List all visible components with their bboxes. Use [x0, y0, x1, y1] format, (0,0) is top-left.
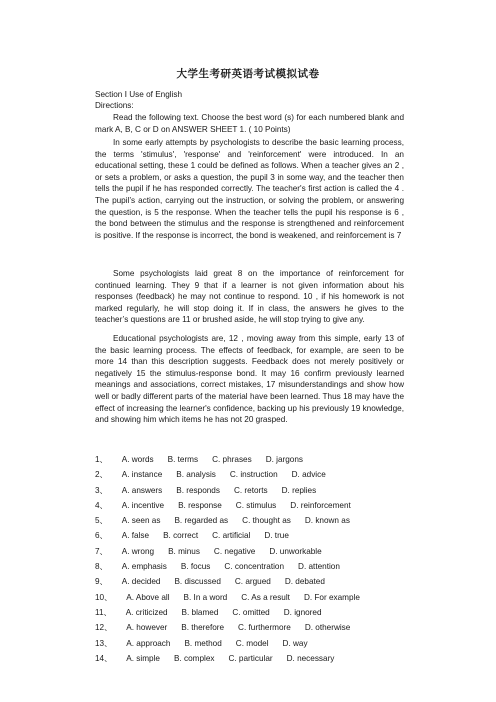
- question-number: 4、: [95, 500, 108, 510]
- option-b: B. analysis: [176, 470, 216, 480]
- option-a: A. false: [121, 531, 150, 541]
- option-row: [95, 651, 415, 666]
- option-c: C. thought as: [242, 516, 291, 526]
- question-number: 11、: [95, 607, 112, 617]
- option-d: D. ignored: [283, 607, 322, 617]
- question-number: 14、: [95, 653, 113, 663]
- option-c: C. instruction: [229, 470, 278, 480]
- option-a: A. incentive: [121, 500, 165, 510]
- option-row: [95, 467, 415, 482]
- option-row: [95, 620, 415, 635]
- question-number: 5、: [95, 516, 108, 526]
- option-a: A. however: [126, 623, 168, 633]
- option-row: [95, 590, 415, 605]
- section-heading: Section Ⅰ Use of English: [95, 90, 183, 99]
- question-number: 7、: [95, 546, 108, 556]
- option-a: A. seen as: [121, 516, 161, 526]
- option-d: D. advice: [291, 470, 326, 480]
- question-number: 13、: [95, 638, 113, 648]
- question-number: 6、: [95, 531, 108, 541]
- option-c: C. omitted: [232, 607, 270, 617]
- option-c: C. particular: [228, 653, 273, 663]
- option-row: [95, 636, 415, 651]
- option-b: B. correct: [163, 531, 199, 541]
- directions-body: Read the following text. Choose the best word (s) for each numbered blank and mark A, B, C or D on ANSWER SHEET 1. ( 10 Points): [95, 113, 404, 134]
- option-b: B. In a word: [183, 592, 228, 602]
- option-a: A. emphasis: [121, 562, 167, 572]
- passage-paragraph-3: [95, 333, 404, 426]
- paragraph-text: Some psychologists laid great 8 on the importance of reinforcement for continued learning. They 9 that if a learner is not given information about his responses (feedback) he may not continue to respond. 10 , if his homework is not marked regularly, he will stop doing it. If in class, the answers he gives to the teacher’s questions are 11 or brushed aside, he will stop trying to give any.: [95, 269, 404, 325]
- option-b: B. complex: [173, 653, 215, 663]
- option-b: B. response: [178, 500, 222, 510]
- option-d: D. attention: [298, 562, 340, 572]
- option-d: D. known as: [304, 516, 350, 526]
- option-b: B. responds: [176, 485, 220, 495]
- option-c: C. retorts: [233, 485, 268, 495]
- option-b: B. minus: [168, 546, 200, 556]
- paragraph-text: Educational psychologists are, 12 , moving away from this simple, early 13 of the basic learning process. The effects of feedback, for example, are seen to be more 14 than this description suggests. Feedback does not merely positively or negatively 15 the stimulus-response bond. It may 16 confirm previously learned meanings and associations, correct mistakes, 17 misunderstandings and show how well or badly different parts of the material have been learned. Thus 18 may have the effect of increasing the learner's confidence, backing up his previously 19 knowledge, and showing him which items he has not 20 grasped.: [95, 334, 404, 425]
- option-d: D. true: [264, 531, 289, 541]
- option-b: B. blamed: [181, 607, 219, 617]
- option-c: C. concentration: [224, 562, 285, 572]
- option-b: B. therefore: [181, 623, 225, 633]
- question-number: 12、: [95, 623, 113, 633]
- directions-label: Directions:: [95, 101, 134, 110]
- option-b: B. regarded as: [174, 516, 229, 526]
- option-c: C. stimulus: [235, 500, 277, 510]
- option-c: C. model: [235, 638, 269, 648]
- option-row: [95, 605, 415, 620]
- paragraph-text: In some early attempts by psychologists to describe the basic learning process, the terms 'stimulus', 'response' and 'reinforcement' were introduced. In an educational setting, these 1 could be defined as follows. When a teacher gives an 2 , or sets a problem, or asks a question, the pupil 3 in some way, and the teacher then tells the pupil if he has responded correctly. The teacher's first action is called the 4 . The pupil’s action, carrying out the instruction, or solving the problem, or answering the question, is 5 the response. When the teacher tells the pupil his response is 6 , the bond between the stimulus and the response is strengthened and reinforcement is positive. If the response is incorrect, the bond is weakened, and reinforcement is 7: [95, 138, 404, 240]
- option-d: D. necessary: [286, 653, 335, 663]
- option-a: A. simple: [126, 653, 160, 663]
- option-row: [95, 559, 415, 574]
- option-c: C. furthermore: [238, 623, 291, 633]
- option-a: A. wrong: [121, 546, 155, 556]
- passage-paragraph-1: [95, 137, 404, 241]
- option-row: [95, 544, 415, 559]
- option-d: D. way: [282, 638, 308, 648]
- question-number: 10、: [95, 592, 113, 602]
- exam-title: 大学生考研英语考试模拟试卷: [176, 68, 320, 80]
- option-c: C. negative: [213, 546, 256, 556]
- option-row: [95, 452, 415, 467]
- question-number: 2、: [95, 470, 108, 480]
- option-b: B. discussed: [174, 577, 221, 587]
- option-c: C. artificial: [212, 531, 251, 541]
- question-number: 8、: [95, 562, 108, 572]
- question-number: 3、: [95, 485, 108, 495]
- option-row: [95, 528, 415, 543]
- option-d: D. replies: [281, 485, 317, 495]
- option-row: [95, 498, 415, 513]
- option-c: C. As a result: [241, 592, 290, 602]
- option-row: [95, 574, 415, 589]
- option-c: C. argued: [234, 577, 271, 587]
- option-row: [95, 513, 415, 528]
- options-list: [95, 452, 415, 666]
- option-b: B. method: [184, 638, 222, 648]
- option-d: D. debated: [284, 577, 325, 587]
- option-d: D. For example: [303, 592, 360, 602]
- option-row: [95, 483, 415, 498]
- option-b: B. terms: [167, 455, 199, 464]
- option-a: A. Above all: [126, 592, 170, 602]
- option-d: D. unworkable: [269, 546, 322, 556]
- passage-paragraph-2: [95, 268, 404, 326]
- option-c: C. phrases: [212, 455, 252, 464]
- option-b: B. focus: [180, 562, 211, 572]
- option-d: D. jargons: [265, 455, 304, 464]
- option-d: D. otherwise: [304, 623, 351, 633]
- question-number: 9、: [95, 577, 108, 587]
- directions-text: [95, 112, 404, 135]
- option-a: A. approach: [126, 638, 171, 648]
- option-a: A. answers: [121, 485, 163, 495]
- option-a: A. decided: [121, 577, 161, 587]
- option-a: A. words: [121, 455, 154, 464]
- option-a: A. criticized: [125, 607, 168, 617]
- question-number: 1、: [95, 455, 108, 464]
- option-d: D. reinforcement: [290, 500, 351, 510]
- option-a: A. instance: [121, 470, 163, 480]
